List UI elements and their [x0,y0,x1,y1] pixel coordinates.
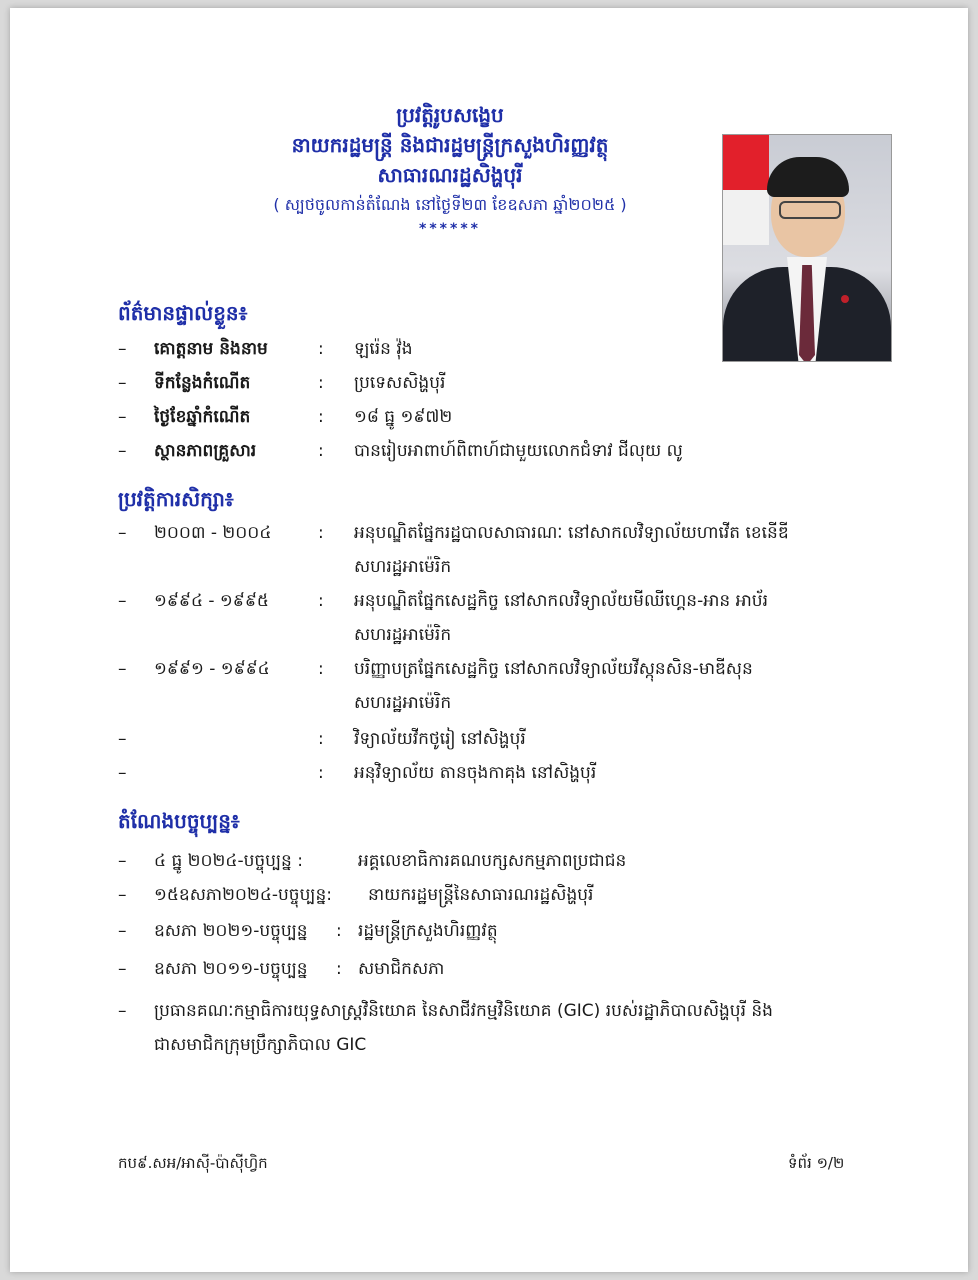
position-title: សមាជិកសភា [358,959,445,979]
position-title: នាយករដ្ឋមន្ត្រីនៃសាធារណរដ្ឋសិង្ហបុរី [368,885,594,905]
flag-background [723,135,769,245]
personal-value: ឡរ៉េន វ៉ុង [354,339,413,359]
header-title-1: ប្រវត្តិរូបសង្ខេប [396,103,504,127]
education-detail: អនុបណ្ឌិតផ្នែកសេដ្ឋកិច្ច នៅសាកលវិទ្យាល័យមីឈីហ្គេន-អាន អាប័រ [354,591,768,611]
header-stars: ****** [419,221,481,237]
education-detail: វិទ្យាល័យវីកថូរៀ នៅសិង្ហបុរី [354,729,526,749]
education-country: សហរដ្ឋអាម៉េរិក [354,625,452,645]
personal-value: បានរៀបអាពាហ៍ពិពាហ៍ជាមួយលោកជំទាវ ជីលុយ លូ [354,441,683,461]
header-subtitle: ( ស្បថចូលកាន់តំណែង នៅថ្ងៃទី២៣ ខែឧសភា ឆ្នាំ២០២៥ ) [273,195,627,214]
personal-value: ១៨ ធ្នូ ១៩៧២ [354,407,453,427]
personal-label: ថ្ងៃខែឆ្នាំកំណើត [154,407,251,427]
header-title-3: សាធារណរដ្ឋសិង្ហបុរី [377,163,523,187]
position-title: អគ្គលេខាធិការគណបក្សសកម្មភាពប្រជាជន [358,851,627,871]
document-header [210,100,690,238]
education-country: សហរដ្ឋអាម៉េរិក [354,693,452,713]
portrait-glasses [779,201,841,219]
position-period: ១៥ឧសភា២០២៤-បច្ចុប្បន្ន: [154,885,332,905]
position-gic-line1: ប្រធានគណៈកម្មាធិការយុទ្ធសាស្ត្រវិនិយោគ នៃសាជីវកម្មវិនិយោគ (GIC) របស់រដ្ឋាភិបាលសិង្ហបុរី និង [154,1001,773,1021]
position-title: រដ្ឋមន្ត្រីក្រសួងហិរញ្ញវត្ថុ [358,921,498,941]
personal-label: ស្ថានភាពគ្រួសារ [154,441,257,461]
section-education-heading: ប្រវត្តិការសិក្សា៖ [118,487,234,511]
position-period: ឧសភា ២០១១-បច្ចុប្បន្ន [154,959,308,979]
personal-label: គោត្តនាម និងនាម [154,339,268,359]
section-personal-heading: ព័ត៌មានផ្ទាល់ខ្លួន៖ [118,301,248,325]
education-period: ២០០៣ - ២០០៤ [154,523,272,543]
personal-value: ប្រទេសសិង្ហបុរី [354,373,446,393]
footer-reference: កប៩.សអ/អាស៊ី-ប៉ាស៊ីហ្វិក [118,1154,268,1172]
position-gic-line2: ជាសមាជិកក្រុមប្រឹក្សាភិបាល GIC [154,1035,367,1055]
education-detail: បរិញ្ញាបត្រផ្នែកសេដ្ឋកិច្ច នៅសាកលវិទ្យាល័យវីស្កុនសិន-មាឌីសុន [354,659,753,679]
position-period: ឧសភា ២០២១-បច្ចុប្បន្ន [154,921,308,941]
education-period: ១៩៩៤ - ១៩៩៥ [154,591,269,611]
education-period: ១៩៩១ - ១៩៩៤ [154,659,270,679]
document-page: ប្រវត្តិរូបសង្ខេប នាយករដ្ឋមន្ត្រី និងជារដ្ឋមន្ត្រីក្រសួងហិរញ្ញវត្ថុ សាធារណរដ្ឋសិង្ហបុរី ( ស្បថចូលកាន់តំណែង នៅថ្ងៃទី២៣ ខែឧសភា ឆ្នាំ២០២៥ ) ****** ព័ត៌មានផ្ទាល់ខ្លួន៖ – គោត្តនាម និងនាម : ឡរ៉េន វ៉ុង – ទីកន្លែងកំណើត : ប្រទេសសិង្ហបុរី – ថ្ងៃខែឆ្នាំកំណើត : ១៨ ធ្នូ ១៩៧២ – ស្ថានភាពគ្រួសារ : បានរៀបអាពាហ៍ពិពាហ៍ជាមួយលោកជំទាវ ជីលុយ លូ ប្រវត្តិការសិក្សា៖ – ២០០៣ - ២០០៤ : អនុបណ្ឌិតផ្នែករដ្ឋបាលសាធារណៈ នៅសាកលវិទ្យាល័យហាវើត ខេនើឌី សហរដ្ឋអាម៉េរិក – ១៩៩៤ - ១៩៩៥ : អនុបណ្ឌិតផ្នែកសេដ្ឋកិច្ច នៅសាកលវិទ្យាល័យមីឈីហ្គេន-អាន អាប័រ សហរដ្ឋអាម៉េរិក – ១៩៩១ - ១៩៩៤ : បរិញ្ញាបត្រផ្នែកសេដ្ឋកិច្ច នៅសាកលវិទ្យាល័យវីស្កុនសិន-មាឌីសុន សហរដ្ឋអាម៉េរិក – : វិទ្យាល័យវីកថូរៀ នៅសិង្ហបុរី – : អនុវិទ្យាល័យ តានចុងកាគុង នៅសិង្ហបុរី តំណែងបច្ចុប្បន្ន៖ – ៤ ធ្នូ ២០២៤-បច្ចុប្បន្ន : អគ្គលេខាធិការគណបក្សសកម្មភាពប្រជាជន – ១៥ឧសភា២០២៤-បច្ចុប្បន្ន: នាយករដ្ឋមន្ត្រីនៃសាធារណរដ្ឋសិង្ហបុរី – ឧសភា ២០២១-បច្ចុប្បន្ន : រដ្ឋមន្ត្រីក្រសួងហិរញ្ញវត្ថុ – ឧសភា ២០១១-បច្ចុប្បន្ន : សមាជិកសភា – ប្រធានគណៈកម្មាធិការយុទ្ធសាស្ត្រវិនិយោគ នៃសាជីវកម្មវិនិយោគ (GIC) របស់រដ្ឋាភិបាលសិង្ហបុរី និង ជាសមាជិកក្រុមប្រឹក្សាភិបាល GIC កប៩.សអ/អាស៊ី-ប៉ាស៊ីហ្វិក ទំព័រ ១/២ [10,8,968,1272]
header-title-2: នាយករដ្ឋមន្ត្រី និងជារដ្ឋមន្ត្រីក្រសួងហិរញ្ញវត្ថុ [291,133,609,157]
lapel-pin [841,295,849,303]
footer-page-number: ទំព័រ ១/២ [788,1154,845,1172]
section-current-heading: តំណែងបច្ចុប្បន្ន៖ [118,809,240,833]
education-detail: អនុវិទ្យាល័យ តានចុងកាគុង នៅសិង្ហបុរី [354,763,597,783]
portrait-photo [722,134,892,362]
education-detail: អនុបណ្ឌិតផ្នែករដ្ឋបាលសាធារណៈ នៅសាកលវិទ្យាល័យហាវើត ខេនើឌី [354,523,789,543]
personal-label: ទីកន្លែងកំណើត [154,373,251,393]
education-country: សហរដ្ឋអាម៉េរិក [354,557,452,577]
position-period: ៤ ធ្នូ ២០២៤-បច្ចុប្បន្ន : [154,851,303,871]
